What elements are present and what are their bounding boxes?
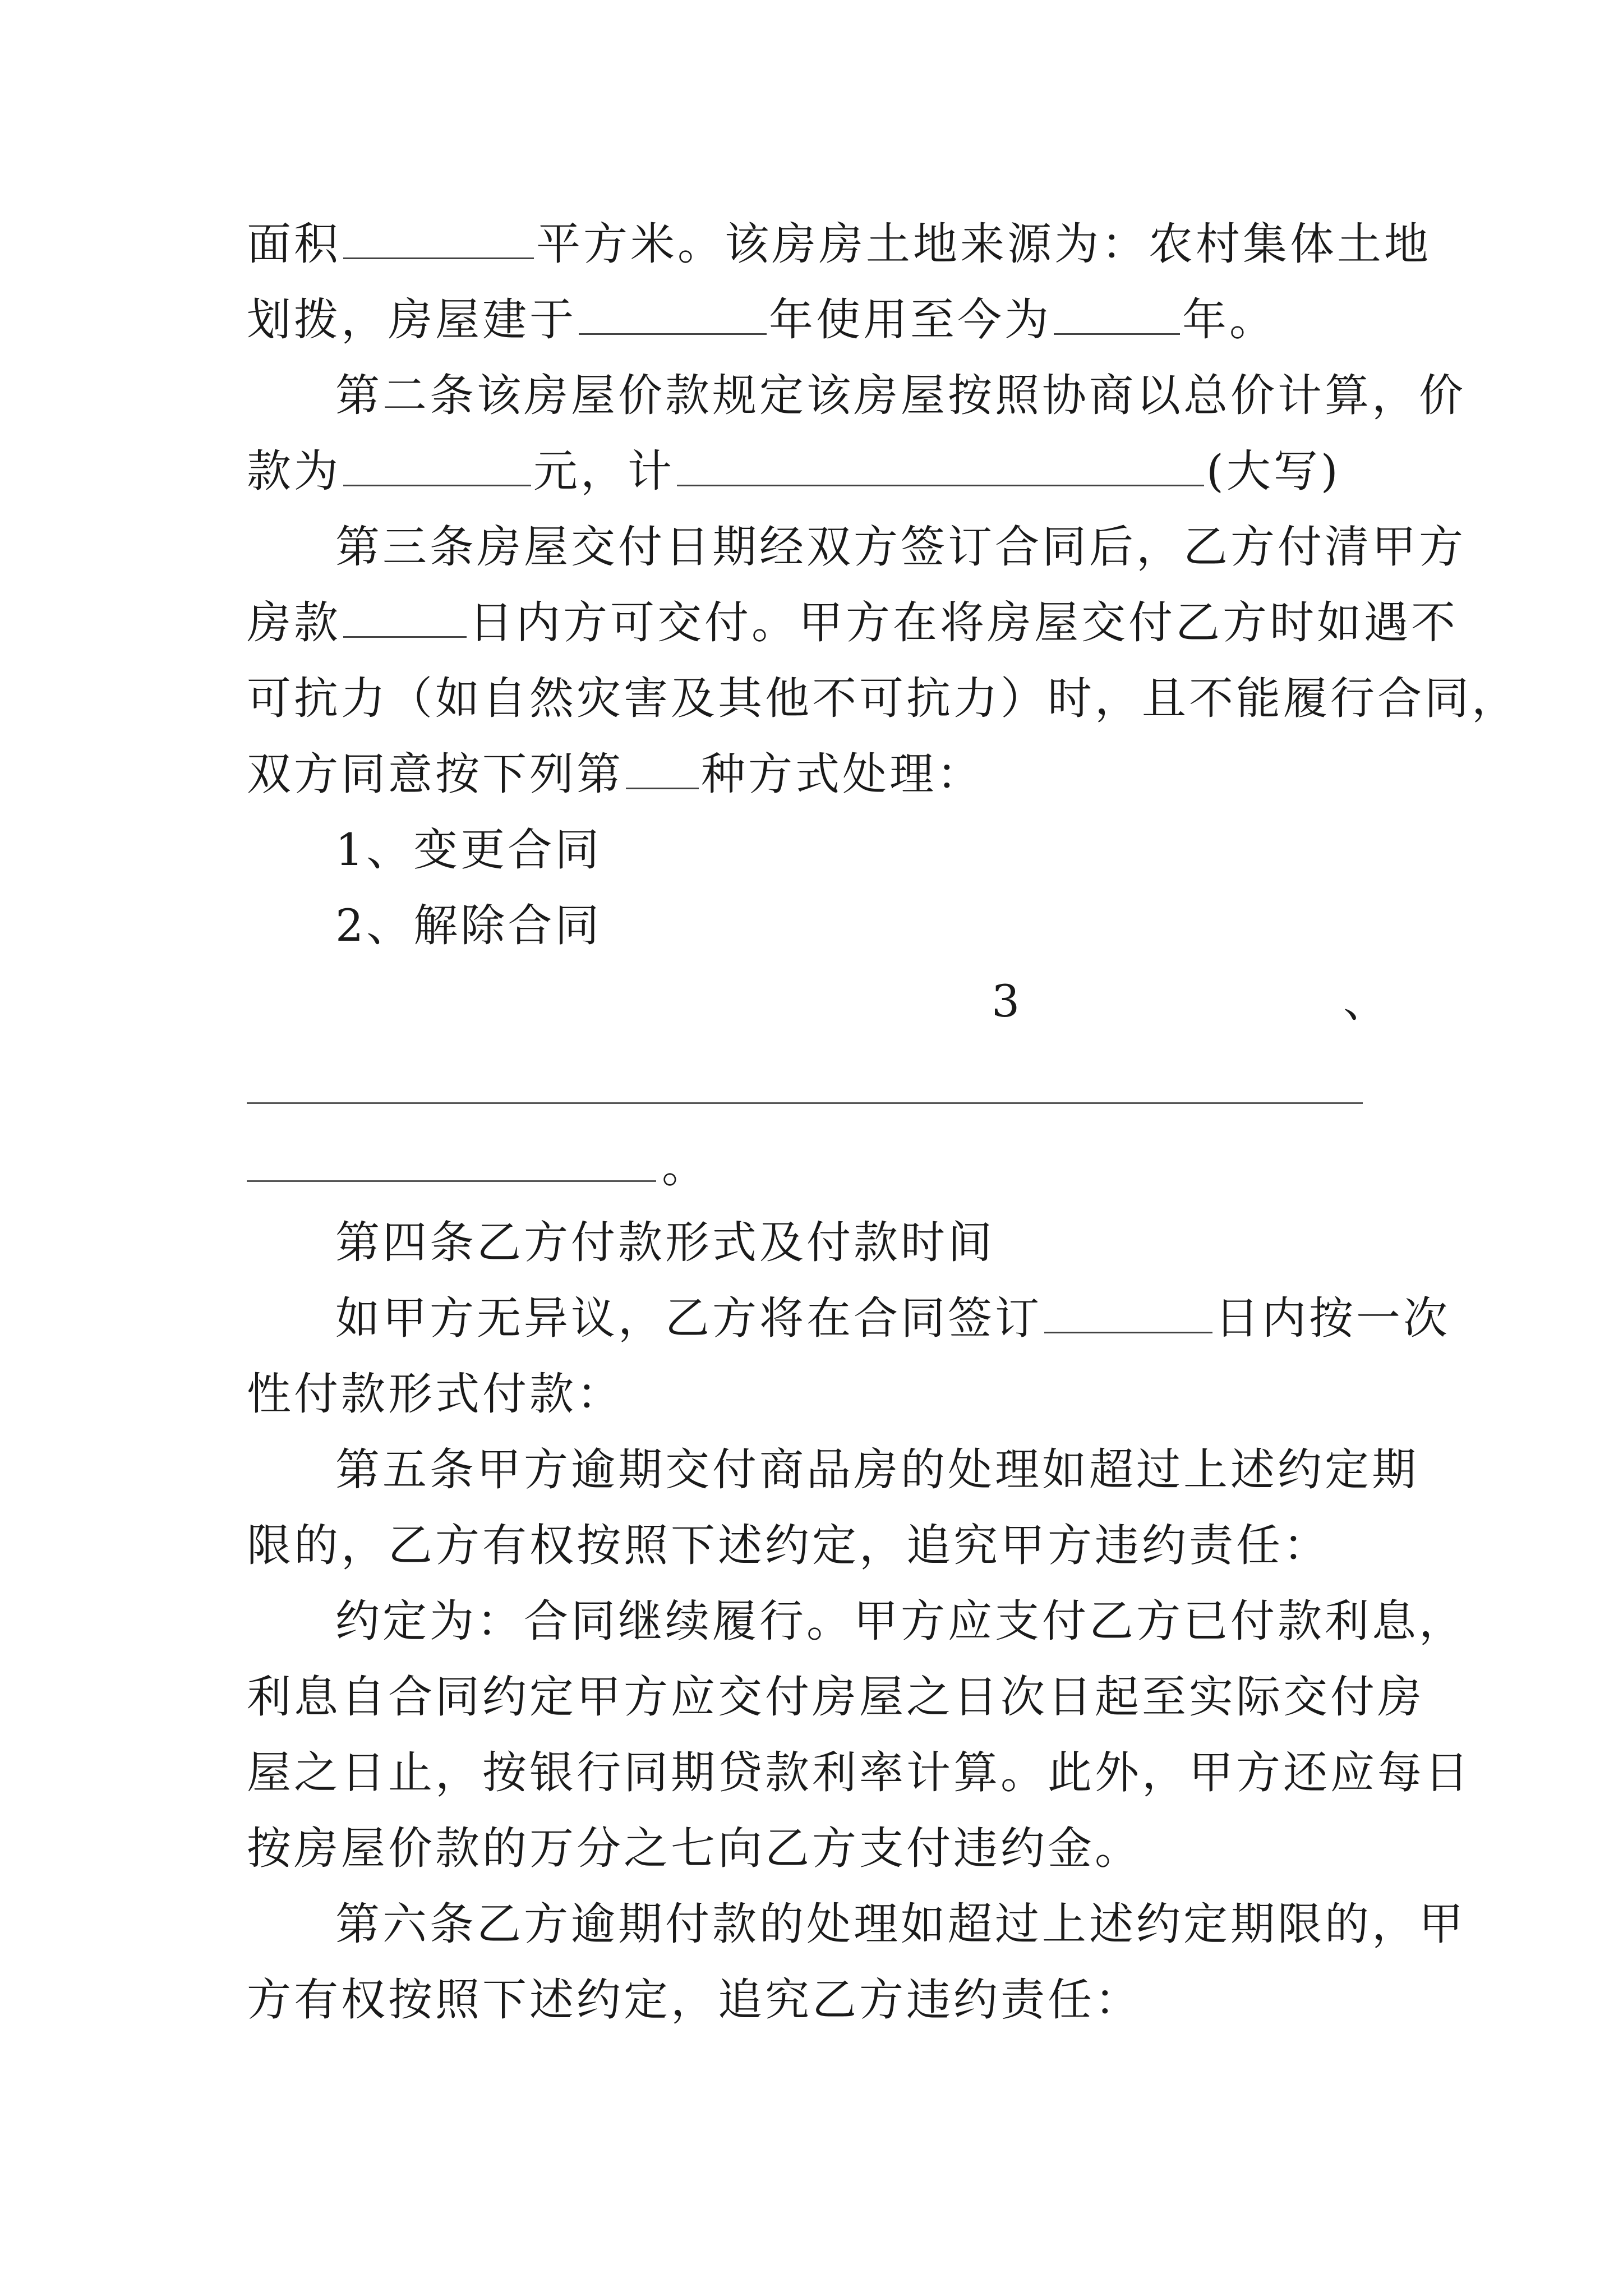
list-item-number: 3 <box>992 976 1020 1027</box>
text: 限的，乙方有权按照下述约定，追究甲方违约责任： <box>247 1520 1330 1571</box>
text: 年。 <box>1182 294 1276 346</box>
paragraph-line <box>247 1972 1142 2028</box>
fill-blank-area[interactable] <box>343 218 534 259</box>
fill-blank-option[interactable] <box>626 748 699 789</box>
paragraph-line <box>335 1290 1450 1346</box>
fill-blank-days[interactable] <box>343 597 467 638</box>
paragraph-line <box>247 746 984 802</box>
fill-blank-price[interactable] <box>343 445 531 486</box>
paragraph-line <box>247 292 1276 348</box>
fill-blank-price-uppercase[interactable] <box>677 445 1204 486</box>
fill-blank-option-3-line-2[interactable] <box>247 1180 656 1182</box>
paragraph-line <box>247 1669 1424 1725</box>
text: 第二条该房屋价款规定该房屋按照协商以总价计算，价 <box>335 370 1466 421</box>
text: 第六条乙方逾期付款的处理如超过上述约定期限的，甲 <box>335 1898 1466 1950</box>
paragraph-line <box>247 1366 624 1422</box>
text: 2、解除合同 <box>335 900 602 951</box>
fill-blank-build-year[interactable] <box>579 294 767 335</box>
text: 按房屋价款的万分之七向乙方支付违约金。 <box>247 1823 1142 1874</box>
fill-blank-option-3-line-1[interactable] <box>247 1102 1363 1104</box>
text: 约定为：合同继续履行。甲方应支付乙方已付款利息， <box>335 1595 1466 1647</box>
paragraph-line <box>247 1820 1142 1876</box>
paragraph-line <box>247 670 1519 726</box>
list-item <box>335 822 602 878</box>
text: 款为 <box>247 445 341 497</box>
paragraph-line <box>247 443 1341 499</box>
text: 面积 <box>247 218 341 270</box>
text: 房款 <box>247 597 341 648</box>
text: 第五条甲方逾期交付商品房的处理如超过上述约定期 <box>335 1444 1419 1496</box>
text: (大写) <box>1206 445 1341 497</box>
text: 年使用至今为 <box>769 294 1052 346</box>
text: 1、变更合同 <box>335 824 602 876</box>
text: 双方同意按下列第 <box>247 748 624 800</box>
text: 第三条房屋交付日期经双方签订合同后，乙方付清甲方 <box>335 521 1466 573</box>
text: 性付款形式付款： <box>247 1368 624 1420</box>
sentence-end-mark: 。 <box>662 1141 706 1193</box>
paragraph-line <box>247 1517 1330 1573</box>
fill-blank-payment-days[interactable] <box>1044 1292 1212 1333</box>
text: 日内方可交付。甲方在将房屋交付乙方时如遇不 <box>469 597 1458 648</box>
paragraph-line <box>247 1745 1472 1801</box>
article-2-heading <box>335 367 1466 424</box>
fill-blank-years-used[interactable] <box>1054 294 1180 335</box>
text: 种方式处理： <box>701 748 984 800</box>
paragraph-line <box>247 216 1431 272</box>
list-item <box>335 898 602 954</box>
text: 方有权按照下述约定，追究乙方违约责任： <box>247 1974 1142 2026</box>
paragraph-line <box>247 595 1458 651</box>
article-3-heading <box>335 519 1466 575</box>
article-5-heading <box>335 1442 1419 1498</box>
list-item-separator: 、 <box>1343 976 1387 1027</box>
text: 利息自合同约定甲方应交付房屋之日次日起至实际交付房 <box>247 1671 1424 1723</box>
text: 如甲方无异议，乙方将在合同签订 <box>335 1292 1042 1344</box>
text: 可抗力（如自然灾害及其他不可抗力）时，且不能履行合同， <box>247 673 1519 724</box>
text: 屋之日止，按银行同期贷款利率计算。此外，甲方还应每日 <box>247 1747 1472 1798</box>
text: 平方米。该房房土地来源为：农村集体土地 <box>536 218 1431 270</box>
text: 划拨，房屋建于 <box>247 294 577 346</box>
article-4-heading <box>335 1214 995 1271</box>
text: 元，计 <box>533 445 675 497</box>
paragraph-line <box>335 1593 1466 1649</box>
article-6-heading <box>335 1896 1466 1952</box>
text: 第四条乙方付款形式及付款时间 <box>335 1217 995 1268</box>
text: 日内按一次 <box>1215 1292 1450 1344</box>
